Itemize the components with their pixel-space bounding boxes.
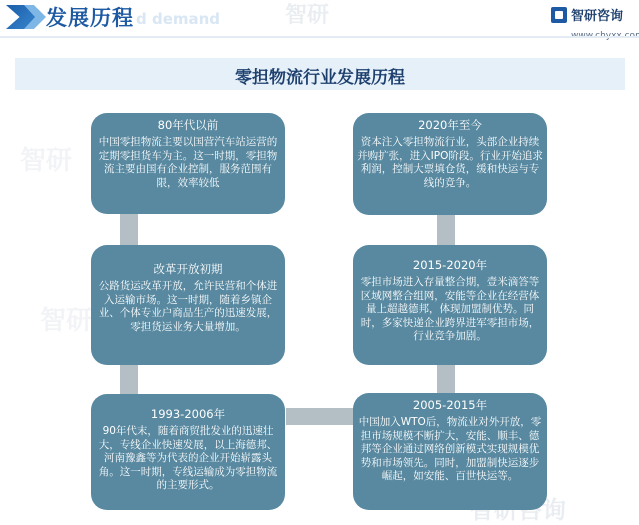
stage-description: 90年代末，随着商贸批发业的迅速壮大，专线企业快速发展，以上海德邦、河南豫鑫等为代表的企业开始崭露头角。这一时期，专线运输成为零担物流的主要形式。 — [98, 425, 278, 491]
stage-period: 2015-2020年 — [412, 258, 488, 272]
stage-description: 中国零担物流主要以国营汽车站运营的定期零担货车为主。这一时期，零担物流主要由国有企业控制，服务范围有限，效率较低 — [98, 136, 278, 189]
connector-left-1 — [120, 214, 138, 245]
stage-box-1993-2006 — [91, 394, 285, 510]
connector-left-2 — [120, 365, 138, 394]
page-header — [0, 0, 639, 40]
stage-box-2020-present — [353, 113, 547, 215]
watermark-logo: 智研 — [285, 3, 330, 28]
watermark-logo: 智研咨询 — [470, 496, 566, 524]
stage-box-reform-opening — [91, 245, 285, 365]
stage-description: 中国加入WTO后，物流业对外开放，零担市场规模不断扩大，安能、顺丰、德邦等企业通过网络创新模式实现规模优势和市场领先。同时，加盟制快运逐步崛起，如安能、百世快运等。 — [358, 416, 542, 482]
stage-period: 1993-2006年 — [150, 407, 226, 421]
stage-period: 80年代以前 — [157, 118, 219, 132]
stage-box-pre-80s — [91, 113, 285, 214]
diagram-title: 零担物流行业发展历程 — [235, 68, 405, 88]
stage-period: 改革开放初期 — [153, 262, 223, 276]
watermark-logo: 智研 — [40, 306, 93, 336]
stage-box-2005-2015 — [353, 393, 547, 510]
watermark-logo: 智研 — [20, 146, 73, 176]
section-title: 发展历程 — [46, 6, 134, 30]
section-subtitle: d demand — [136, 10, 221, 28]
stage-period: 2020年至今 — [418, 118, 482, 132]
stage-box-2015-2020 — [353, 245, 547, 365]
connector-bottom — [286, 408, 353, 425]
stage-description: 零担市场进入存量整合期，壹米滴答等区域网整合组网，安能等企业在经营体量上超越德邦，体现加盟制优势。同时，多家快递企业跨界进军零担市场，行业竞争加剧。 — [360, 276, 540, 342]
connector-right-2 — [437, 365, 455, 393]
brand-logo-icon — [551, 7, 567, 23]
stage-description: 公路货运改革开放，允许民营和个体进入运输市场。这一时期，随着乡镇企业、个体专业户商品生产的迅速发展，零担货运业务大量增加。 — [98, 280, 278, 333]
brand-name: 智研咨询 — [571, 9, 624, 24]
stage-period: 2005-2015年 — [412, 398, 488, 412]
header-divider — [0, 36, 639, 38]
stage-description: 资本注入零担物流行业，头部企业持续并购扩张，进入IPO阶段。行业开始追求利润，控制大票填仓货，缓和快运与专线的竞争。 — [357, 136, 543, 189]
connector-right-1 — [437, 215, 455, 245]
diagram-title-band — [15, 58, 625, 90]
